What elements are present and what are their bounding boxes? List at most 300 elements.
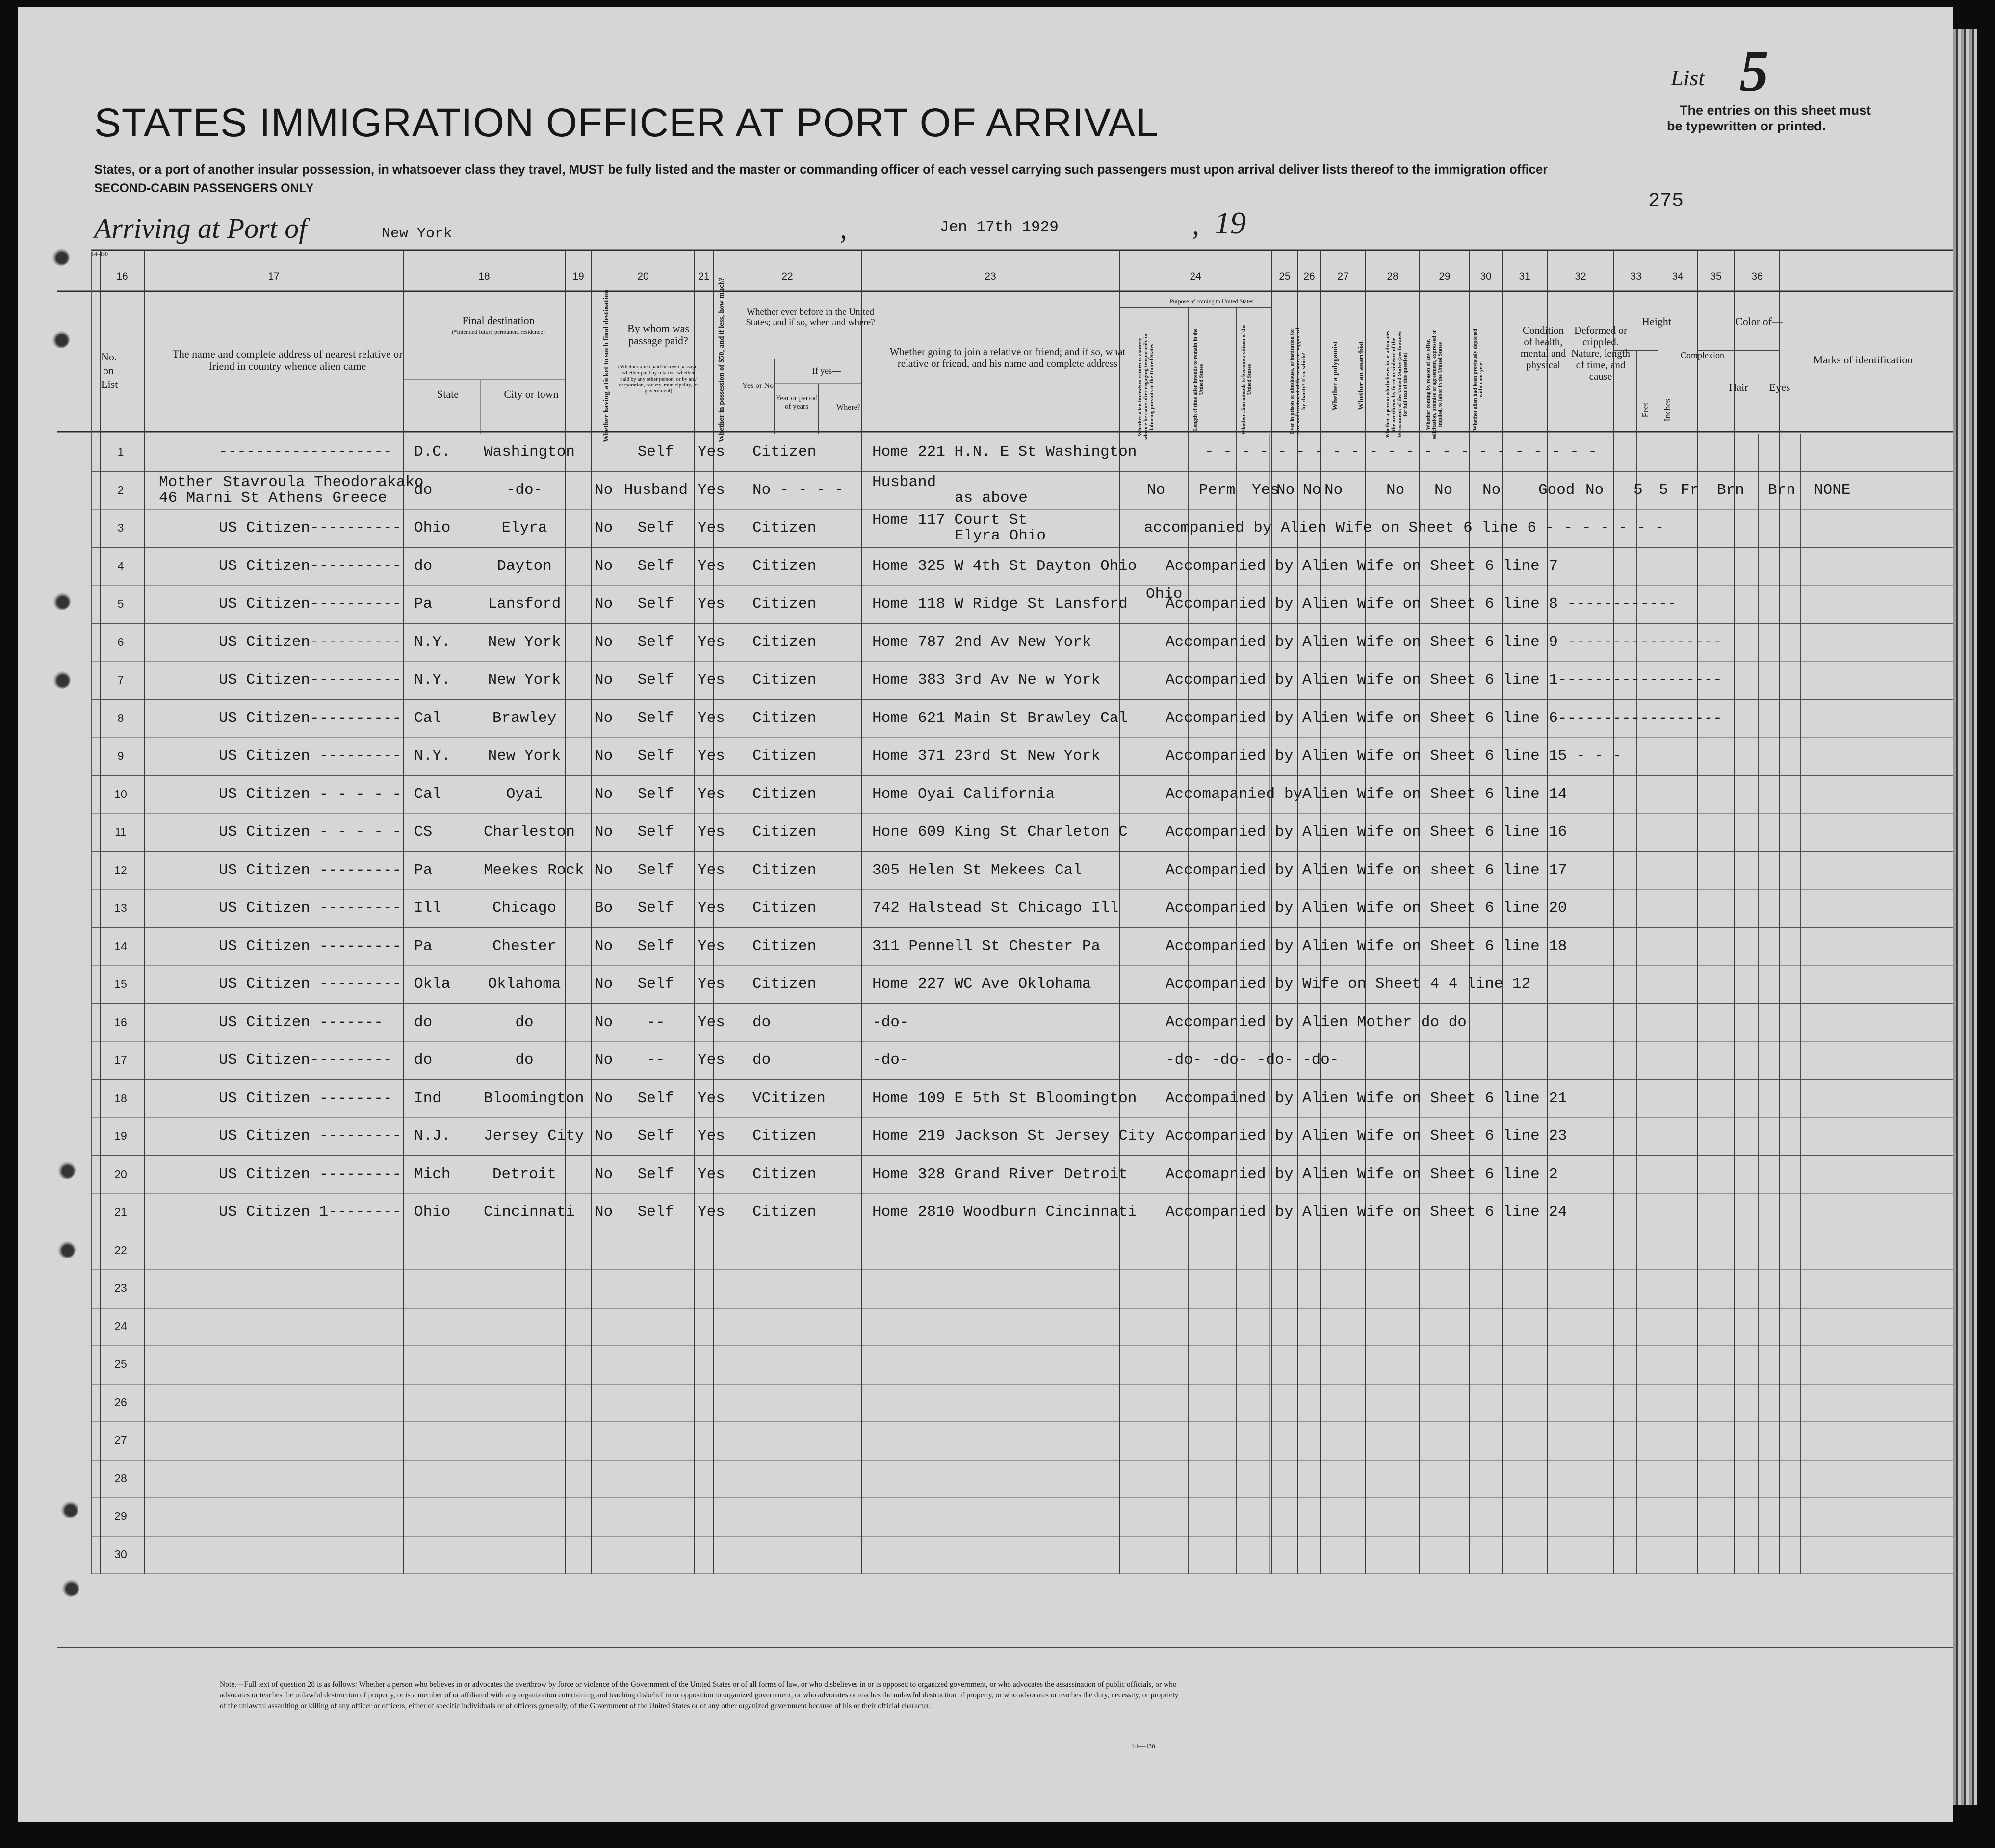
row-number: 16 bbox=[114, 1015, 127, 1028]
passage-paid: -- bbox=[647, 1052, 665, 1069]
money-value: Yes bbox=[698, 1052, 725, 1069]
header-anarchist: Whether an anarchist bbox=[1357, 341, 1365, 410]
joining-relative: Home 2810 Woodburn Cincinnati bbox=[872, 1204, 1137, 1221]
destination-city: do bbox=[515, 1013, 534, 1031]
column-c35a: Brn bbox=[1717, 481, 1744, 499]
passage-paid: Self bbox=[637, 1089, 674, 1107]
ticket-value: No bbox=[595, 937, 613, 955]
remarks-across-columns: Accompanied by Alien Wife on Sheet 6 line 24 bbox=[1166, 1204, 1567, 1221]
header-purpose-b: Length of time alien intends to remain in the United States bbox=[1192, 328, 1204, 431]
money-value: Yes bbox=[698, 1165, 725, 1183]
destination-state: D.C. bbox=[414, 443, 451, 461]
relative-name: US Citizen---------- bbox=[219, 595, 402, 613]
column-number: 23 bbox=[985, 271, 996, 282]
destination-city: Chester bbox=[492, 937, 557, 955]
remarks-across-columns: Accompanied by Alien Wife on Sheet 6 line 15 - - - bbox=[1166, 747, 1622, 765]
separator-comma-2: , bbox=[1192, 208, 1199, 241]
joining-relative: Home 371 23rd St New York bbox=[872, 747, 1101, 765]
column-c26: No bbox=[1303, 481, 1321, 499]
ticket-value: No bbox=[595, 519, 613, 537]
joining-relative: Home 227 WC Ave Oklohama bbox=[872, 975, 1091, 993]
remarks-across-columns: Accomapnied by Alien Wife on Sheet 6 line 2 bbox=[1166, 1165, 1558, 1183]
joining-note: Ohio bbox=[1146, 586, 1183, 603]
ticket-value: No bbox=[595, 861, 613, 879]
money-value: Yes bbox=[698, 709, 725, 727]
destination-city: -do- bbox=[506, 481, 543, 499]
passage-paid: Self bbox=[637, 1204, 674, 1221]
joining-relative: Home 383 3rd Av Ne w York bbox=[872, 671, 1101, 689]
destination-state: Pa bbox=[414, 937, 433, 955]
ticket-value: No bbox=[595, 747, 613, 765]
sheet-instruction-2: be typewritten or printed. bbox=[1667, 119, 1826, 133]
relative-name: US Citizen --------- bbox=[219, 899, 402, 917]
header-before-us: Whether ever before in the United States; and if so, when and where? bbox=[746, 307, 875, 328]
form-subtitle: States, or a port of another insular possession, in whatsoever class they travel, MUST be fully listed and the master or commanding officer of each vessel carrying such passengers must upon arrival deliver lists thereof to the immigration officer bbox=[94, 163, 1548, 177]
money-value: Yes bbox=[698, 823, 725, 841]
header-ticket: Whether having a ticket to such final destination bbox=[602, 290, 610, 442]
ticket-value: No bbox=[595, 595, 613, 613]
relative-name: US Citizen - - - - - bbox=[219, 785, 402, 803]
destination-state: N.Y. bbox=[414, 747, 451, 765]
header-year-period: Year or period of years bbox=[776, 394, 818, 411]
form-title: STATES IMMIGRATION OFFICER AT PORT OF ARRIVAL bbox=[94, 101, 1159, 145]
column-c30: No bbox=[1482, 481, 1501, 499]
column-number: 18 bbox=[478, 271, 490, 282]
before-in-us: Citizen bbox=[752, 443, 817, 461]
column-c28: No bbox=[1386, 481, 1405, 499]
ticket-value: No bbox=[595, 1165, 613, 1183]
destination-state: Okla bbox=[414, 975, 451, 993]
passage-paid: Self bbox=[637, 519, 674, 537]
joining-relative: Home 328 Grand River Detroit bbox=[872, 1165, 1128, 1183]
remarks-across-columns: -do- -do- -do- -do- bbox=[1166, 1052, 1339, 1069]
joining-relative: Home 787 2nd Av New York bbox=[872, 633, 1091, 651]
destination-state: Mich bbox=[414, 1165, 451, 1183]
relative-name: US Citizen -------- bbox=[219, 1089, 392, 1107]
row-number: 17 bbox=[114, 1053, 127, 1066]
joining-relative: Home 219 Jackson St Jersey City bbox=[872, 1128, 1155, 1145]
passage-paid: Self bbox=[637, 899, 674, 917]
destination-state: N.Y. bbox=[414, 671, 451, 689]
passage-paid: Self bbox=[637, 443, 674, 461]
remarks-across-columns: Accompanied by Wife on Sheet 4 4 line 12 bbox=[1166, 975, 1531, 993]
column-c24a: No bbox=[1147, 481, 1166, 499]
before-in-us: Citizen bbox=[752, 633, 817, 651]
remarks-across-columns: Accompained by Alien Wife on Sheet 6 line 21 bbox=[1166, 1089, 1567, 1107]
before-in-us: Citizen bbox=[752, 823, 817, 841]
column-number: 26 bbox=[1303, 271, 1315, 282]
column-c29: No bbox=[1434, 481, 1453, 499]
remarks-across-columns: Accompanied by Alien Wife on sheet 6 line 17 bbox=[1166, 861, 1567, 879]
row-number: 24 bbox=[114, 1319, 127, 1333]
header-passage-paid-note: (Whether alien paid his own passage, whether paid by relative, whether paid by any other person, or by any corporation, society, municipality, or government) bbox=[618, 364, 699, 394]
form-code: 14—430 bbox=[1131, 1743, 1155, 1750]
relative-name: US Citizen---------- bbox=[219, 671, 402, 689]
destination-city: Elyra bbox=[501, 519, 547, 537]
money-value: Yes bbox=[698, 861, 725, 879]
arrival-port: New York bbox=[382, 226, 453, 242]
ticket-value: Bo bbox=[595, 899, 613, 917]
punch-hole bbox=[58, 1241, 76, 1258]
money-value: Yes bbox=[698, 595, 725, 613]
joining-relative: Home Oyai California bbox=[872, 785, 1055, 803]
row-number: 2 bbox=[117, 483, 124, 496]
relative-name: US Citizen --------- bbox=[219, 1165, 402, 1183]
header-prison: Ever in prison or almshouse, or institution for care and treatment of the insane, or supported by charity? If so, which? bbox=[1289, 328, 1307, 435]
header-joining: Whether going to join a relative or friend; and if so, what relative or friend, and his name and complete address bbox=[889, 346, 1126, 369]
column-number: 21 bbox=[698, 271, 710, 282]
destination-city: Washington bbox=[484, 443, 575, 461]
column-number: 27 bbox=[1337, 271, 1349, 282]
punch-hole bbox=[58, 1161, 76, 1179]
header-polygamist: Whether a polygamist bbox=[1331, 341, 1339, 411]
header-no-on-list: No. on List bbox=[101, 351, 118, 390]
header-city: City or town bbox=[504, 388, 559, 400]
before-in-us: Citizen bbox=[752, 1204, 817, 1221]
header-final-destination: Final destination bbox=[462, 314, 535, 327]
column-number: 35 bbox=[1710, 271, 1722, 282]
money-value: Yes bbox=[698, 633, 725, 651]
header-q28: Whether a person who believes in or advocates the overthrow by force or violence of the Government of the United States (See footnote for full text of this question) bbox=[1385, 331, 1408, 438]
column-number: 33 bbox=[1630, 271, 1642, 282]
remarks-across-columns: Accompanied by Alien Wife on Sheet 6 line 8 ------------ bbox=[1166, 595, 1677, 613]
row-number: 13 bbox=[114, 901, 127, 914]
header-health: Condition of health, mental and physical bbox=[1520, 324, 1566, 371]
before-in-us: Citizen bbox=[752, 747, 817, 765]
arrival-label: Arriving at Port of bbox=[94, 212, 307, 244]
destination-state: CS bbox=[414, 823, 433, 841]
header-q30: Whether alien had been previously deported within one year bbox=[1472, 328, 1484, 431]
column-c32: No bbox=[1585, 481, 1604, 499]
arrival-date: Jen 17th 1929 bbox=[940, 219, 1059, 236]
destination-state: Cal bbox=[414, 709, 441, 727]
ticket-value: No bbox=[595, 823, 613, 841]
list-number: 5 bbox=[1739, 38, 1769, 103]
relative-name: US Citizen---------- bbox=[219, 519, 402, 537]
column-number: 32 bbox=[1575, 271, 1586, 282]
relative-name: US Citizen --------- bbox=[219, 975, 402, 993]
before-in-us: Citizen bbox=[752, 785, 817, 803]
column-number: 24 bbox=[1190, 271, 1201, 282]
before-in-us: do bbox=[752, 1052, 771, 1069]
remarks-across-columns: Accompanied by Alien Wife on Sheet 6 line 23 bbox=[1166, 1128, 1567, 1145]
before-in-us: VCitizen bbox=[752, 1089, 826, 1107]
money-value: Yes bbox=[698, 671, 725, 689]
header-deformed: Deformed or crippled. Nature, length of time, and cause bbox=[1571, 324, 1631, 383]
before-in-us: Citizen bbox=[752, 671, 817, 689]
relative-name: US Citizen --------- bbox=[219, 1128, 402, 1145]
destination-city: Jersey City bbox=[484, 1128, 584, 1145]
destination-state: Ill bbox=[414, 899, 441, 917]
passage-paid: Self bbox=[637, 1165, 674, 1183]
header-height: Height bbox=[1642, 315, 1671, 328]
joining-relative-2: Elyra Ohio bbox=[955, 527, 1046, 544]
header-state: State bbox=[437, 388, 459, 400]
ticket-value: No bbox=[595, 1128, 613, 1145]
destination-city: Detroit bbox=[492, 1165, 557, 1183]
remarks-across-columns: Accompanied by Alien Mother do do bbox=[1166, 1013, 1467, 1031]
row-number: 30 bbox=[114, 1547, 127, 1561]
row-number: 19 bbox=[114, 1129, 127, 1142]
before-in-us: Citizen bbox=[752, 975, 817, 993]
joining-relative: 742 Halstead St Chicago Ill bbox=[872, 899, 1119, 917]
destination-city: Dayton bbox=[497, 557, 552, 575]
before-in-us: Citizen bbox=[752, 899, 817, 917]
cabin-class: SECOND-CABIN PASSENGERS ONLY bbox=[94, 181, 314, 195]
column-c34: Fr bbox=[1681, 481, 1699, 499]
row-number: 21 bbox=[114, 1206, 127, 1218]
destination-state: do bbox=[414, 557, 433, 575]
passage-paid: Self bbox=[637, 975, 674, 993]
relative-name: US Citizen--------- bbox=[219, 1052, 392, 1069]
column-number: 17 bbox=[268, 271, 280, 282]
before-in-us: Citizen bbox=[752, 557, 817, 575]
destination-city: New York bbox=[488, 671, 561, 689]
remarks-across-columns: Accompanied by Alien Wife on Sheet 6 line 1------------------ bbox=[1166, 671, 1722, 689]
column-c33b: 5 bbox=[1659, 481, 1668, 499]
remarks-across-columns: Accompanied by Alien Wife on Sheet 6 line 9 ----------------- bbox=[1166, 633, 1722, 651]
column-number: 25 bbox=[1279, 271, 1291, 282]
ticket-value: No bbox=[595, 1089, 613, 1107]
punch-hole bbox=[52, 248, 70, 266]
row-number: 10 bbox=[114, 787, 127, 800]
punch-hole bbox=[52, 331, 70, 348]
column-c24b: Perm bbox=[1199, 481, 1236, 499]
destination-city: Oyai bbox=[506, 785, 543, 803]
money-value: Yes bbox=[698, 975, 725, 993]
row-number: 3 bbox=[117, 521, 124, 534]
column-number: 16 bbox=[116, 271, 128, 282]
remarks-across-columns: Accomapanied byAlien Wife on Sheet 6 line 14 bbox=[1166, 785, 1567, 803]
row-number: 11 bbox=[115, 825, 127, 838]
money-value: Yes bbox=[698, 481, 725, 499]
ticket-value: No bbox=[595, 1013, 613, 1031]
remarks-across-columns: - - - - - - - - - - - - - - - - - - - - - - bbox=[1205, 443, 1597, 461]
remarks-across-columns: Accompanied by Alien Wife on Sheet 6 line 6------------------ bbox=[1166, 709, 1722, 727]
row-number: 26 bbox=[114, 1395, 127, 1409]
row-number: 9 bbox=[117, 749, 124, 762]
row-number: 15 bbox=[114, 977, 127, 990]
row-number: 23 bbox=[114, 1282, 127, 1294]
passage-paid: Self bbox=[637, 633, 674, 651]
column-c27: No bbox=[1324, 481, 1343, 499]
joining-relative: Home 109 E 5th St Bloomington bbox=[872, 1089, 1137, 1107]
column-c36: NONE bbox=[1814, 481, 1851, 499]
destination-city: Oklahoma bbox=[488, 975, 561, 993]
ticket-value: No bbox=[595, 785, 613, 803]
before-in-us: do bbox=[752, 1013, 771, 1031]
money-value: Yes bbox=[698, 557, 725, 575]
relative-name: US Citizen---------- bbox=[219, 633, 402, 651]
money-value: Yes bbox=[698, 1204, 725, 1221]
passage-paid: Self bbox=[637, 557, 674, 575]
header-inches: Inches bbox=[1662, 398, 1672, 422]
relative-name: US Citizen---------- bbox=[219, 557, 402, 575]
ticket-value: No bbox=[595, 633, 613, 651]
destination-city: Bloomington bbox=[484, 1089, 584, 1107]
column-number: 20 bbox=[637, 271, 649, 282]
joining-relative: Home 118 W Ridge St Lansford bbox=[872, 595, 1128, 613]
passage-paid: Self bbox=[637, 861, 674, 879]
destination-city: Chicago bbox=[492, 899, 557, 917]
form-code-small: 14-430 bbox=[91, 250, 108, 257]
before-in-us: Citizen bbox=[752, 861, 817, 879]
column-number: 34 bbox=[1672, 271, 1684, 282]
before-in-us: Citizen bbox=[752, 937, 817, 955]
joining-relative: -do- bbox=[872, 1013, 909, 1031]
header-purpose-c: Whether alien intends to become a citizen of the United States bbox=[1241, 324, 1252, 435]
punch-hole bbox=[53, 592, 71, 610]
destination-state: Pa bbox=[414, 861, 433, 879]
remarks-across-columns: Accompanied by Alien Wife on Sheet 6 line 18 bbox=[1166, 937, 1567, 955]
destination-state: do bbox=[414, 1013, 433, 1031]
column-c24c: Yes bbox=[1252, 481, 1279, 499]
punch-hole bbox=[62, 1579, 79, 1597]
destination-city: Meekes Rock bbox=[484, 861, 584, 879]
before-in-us: Citizen bbox=[752, 1128, 817, 1145]
column-c31: Good bbox=[1538, 481, 1575, 499]
destination-state: N.J. bbox=[414, 1128, 451, 1145]
money-value: Yes bbox=[698, 899, 725, 917]
ticket-value: No bbox=[595, 481, 613, 499]
manifest-sheet bbox=[18, 7, 1953, 1822]
header-purpose: Purpose of coming to United States bbox=[1169, 298, 1254, 305]
row-number: 22 bbox=[114, 1243, 127, 1257]
column-c33a: 5 bbox=[1633, 481, 1643, 499]
row-number: 1 bbox=[117, 445, 124, 458]
money-value: Yes bbox=[698, 1128, 725, 1145]
money-value: Yes bbox=[698, 1013, 725, 1031]
before-in-us: Citizen bbox=[752, 1165, 817, 1183]
destination-state: Ohio bbox=[414, 1204, 451, 1221]
money-value: Yes bbox=[698, 519, 725, 537]
header-q29: Whether coming by reason of any offer, solicitation, promise or agreement, expressed or implied, to labor in the United States bbox=[1425, 330, 1443, 439]
before-in-us: Citizen bbox=[752, 595, 817, 613]
arrival-year-prefix: 19 bbox=[1215, 205, 1246, 240]
list-label: List bbox=[1671, 65, 1705, 90]
column-number: 36 bbox=[1751, 271, 1763, 282]
joining-relative: Husband bbox=[872, 473, 936, 491]
header-feet: Feet bbox=[1640, 402, 1650, 418]
joining-relative: Home 621 Main St Brawley Cal bbox=[872, 709, 1128, 727]
row-number: 7 bbox=[117, 673, 124, 686]
joining-relative: 305 Helen St Mekees Cal bbox=[872, 861, 1082, 879]
joining-relative: 311 Pennell St Chester Pa bbox=[872, 937, 1101, 955]
header-color-of: Color of— bbox=[1736, 315, 1783, 328]
row-number: 27 bbox=[114, 1434, 127, 1446]
relative-name: US Citizen --------- bbox=[219, 861, 402, 879]
passage-paid: Self bbox=[637, 823, 674, 841]
column-c25: No bbox=[1276, 481, 1295, 499]
destination-city: New York bbox=[488, 633, 561, 651]
ticket-value: No bbox=[595, 671, 613, 689]
relative-name: US Citizen 1-------- bbox=[219, 1204, 402, 1221]
relative-name: US Citizen --------- bbox=[219, 937, 402, 955]
separator-comma: , bbox=[840, 212, 847, 245]
before-in-us: Citizen bbox=[752, 709, 817, 727]
remarks-across-columns: Accompanied by Alien Wife on Sheet 6 line 16 bbox=[1166, 823, 1567, 841]
destination-state: Cal bbox=[414, 785, 441, 803]
remarks-across-columns: Accompanied by Alien Wife on Sheet 6 line 20 bbox=[1166, 899, 1567, 917]
header-if-yes: If yes— bbox=[812, 366, 841, 376]
destination-state: do bbox=[414, 481, 433, 499]
remarks-across-columns: Accompanied by Alien Wife on Sheet 6 line 7 bbox=[1166, 557, 1558, 575]
column-number: 28 bbox=[1387, 271, 1399, 282]
header-marks: Marks of identification bbox=[1813, 354, 1913, 366]
row-number: 14 bbox=[114, 939, 127, 952]
passage-paid: Self bbox=[637, 785, 674, 803]
header-passage-paid: By whom was passage paid? bbox=[627, 322, 689, 347]
relative-name: ------------------- bbox=[219, 443, 392, 461]
row-number: 28 bbox=[114, 1471, 127, 1485]
destination-state: do bbox=[414, 1052, 433, 1069]
relative-address: 46 Marni St Athens Greece bbox=[159, 489, 388, 507]
destination-state: N.Y. bbox=[414, 633, 451, 651]
money-value: Yes bbox=[698, 1089, 725, 1107]
passage-paid: Self bbox=[637, 937, 674, 955]
money-value: Yes bbox=[698, 785, 725, 803]
row-number: 29 bbox=[114, 1510, 127, 1522]
column-number: 19 bbox=[572, 271, 584, 282]
column-number: 31 bbox=[1519, 271, 1530, 282]
sheet-instruction-1: The entries on this sheet must bbox=[1680, 103, 1871, 118]
destination-city: Brawley bbox=[492, 709, 557, 727]
passage-paid: Self bbox=[637, 595, 674, 613]
joining-relative: Home 325 W 4th St Dayton Ohio bbox=[872, 557, 1137, 575]
column-number: 30 bbox=[1480, 271, 1492, 282]
punch-hole bbox=[53, 671, 71, 689]
header-hair: Hair bbox=[1729, 381, 1748, 393]
destination-state: Ohio bbox=[414, 519, 451, 537]
row-number: 6 bbox=[117, 635, 124, 648]
header-complexion: Complexion bbox=[1681, 350, 1724, 360]
row-number: 18 bbox=[114, 1091, 127, 1104]
row-number: 5 bbox=[117, 597, 124, 610]
destination-city: Cincinnati bbox=[484, 1204, 575, 1221]
row-number: 12 bbox=[114, 863, 127, 876]
header-money: Whether in possession of $50, and if less, how much? bbox=[718, 277, 725, 442]
header-nearest-relative: The name and complete address of nearest relative or friend in country whence alien came bbox=[172, 348, 403, 372]
ticket-value: No bbox=[595, 975, 613, 993]
destination-state: Ind bbox=[414, 1089, 441, 1107]
destination-city: New York bbox=[488, 747, 561, 765]
row-number: 8 bbox=[117, 711, 124, 724]
column-number: 22 bbox=[781, 271, 793, 282]
joining-relative-2: as above bbox=[955, 489, 1028, 507]
punch-hole bbox=[61, 1501, 78, 1518]
header-final-destination-note: (*Intended future permanent residence) bbox=[452, 328, 545, 335]
passage-paid: Self bbox=[637, 747, 674, 765]
joining-relative: Home 117 Court St bbox=[872, 512, 1028, 529]
destination-city: do bbox=[515, 1052, 534, 1069]
joining-relative: Hone 609 King St Charleton C bbox=[872, 823, 1128, 841]
header-purpose-a: Whether alien intends to return to country whence he came after engaging temporarily in laboring pursuits in the United States bbox=[1137, 334, 1155, 440]
before-in-us: No - - - - bbox=[752, 481, 844, 499]
destination-state: Pa bbox=[414, 595, 433, 613]
passage-paid: Husband bbox=[623, 481, 688, 499]
ticket-value: No bbox=[595, 1052, 613, 1069]
relative-name: US Citizen - - - - - bbox=[219, 823, 402, 841]
remarks-across-columns: accompanied by Alien Wife on Sheet 6 line 6 - - - - - - - bbox=[1144, 519, 1664, 537]
joining-relative: -do- bbox=[872, 1052, 909, 1069]
header-where: Where? bbox=[836, 403, 861, 411]
row-number: 4 bbox=[117, 559, 124, 572]
joining-relative: Home 221 H.N. E St Washington bbox=[872, 443, 1137, 461]
stamp-number: 275 bbox=[1648, 190, 1684, 212]
money-value: Yes bbox=[698, 443, 725, 461]
passage-paid: -- bbox=[647, 1013, 665, 1031]
destination-city: Charleston bbox=[484, 823, 575, 841]
